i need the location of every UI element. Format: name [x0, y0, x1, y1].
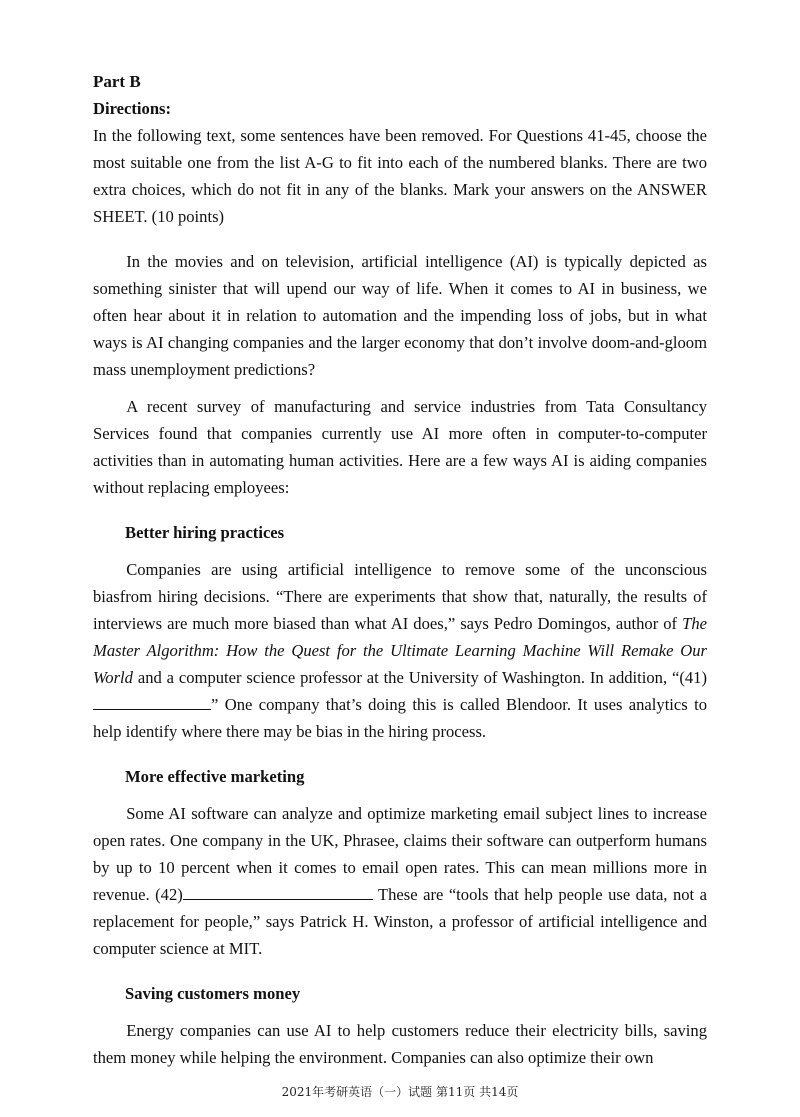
section-heading-hiring: Better hiring practices [125, 523, 285, 542]
hiring-text-b: and a computer science professor at the University of Washington. In addition, “(41) [132, 668, 707, 687]
paragraph-intro: In the movies and on television, artificial intelligence (AI) is typically depicted as something sinister that will upend our way of life. When it comes to AI in business, we often hear about it in relation to automation and the impending loss of jobs, but in what ways is AI changing companies and the larger economy that don’t involve doom-and-gloom mass unemployment predictions? [93, 252, 707, 379]
paragraph-survey: A recent survey of manufacturing and service industries from Tata Consultancy Services found that companies currently use AI more often in computer-to-computer activities than in automating human activities. Here are a few ways AI is aiding companies without replacing employees: [93, 397, 707, 497]
blank-42 [183, 885, 373, 900]
directions-title: Directions: [93, 99, 172, 118]
paragraph-marketing [93, 800, 707, 962]
book-title: The Master Algorithm: How the Quest for the Ultimate Learning Machine Will Remake Our World [93, 614, 707, 687]
hiring-text-c: ” One company that’s doing this is called Blendoor. It uses analytics to help identify where there may be bias in the hiring process. [93, 695, 707, 741]
section-heading-saving: Saving customers money [125, 984, 301, 1003]
marketing-text-a: Some AI software can analyze and optimize marketing email subject lines to increase open rates. One company in the UK, Phrasee, claims their software can outperform humans by up to 10 percent when it comes to email open rates. This can mean millions more in revenue. (42) [93, 804, 707, 904]
directions-text: In the following text, some sentences have been removed. For Questions 41-45, choose the most suitable one from the list A-G to fit into each of the numbered blanks. There are two extra choices, which do not fit in any of the blanks. Mark your answers on the ANSWER SHEET. (10 points) [93, 126, 707, 226]
section-heading-marketing: More effective marketing [125, 767, 305, 786]
marketing-text-b: These are “tools that help people use data, not a replacement for people,” says Patrick H. Winston, a professor of artificial intelligence and computer science at MIT. [93, 885, 707, 958]
page-content [93, 68, 707, 1071]
part-title: Part B [93, 72, 141, 91]
page-footer: 2021年考研英语（一）试题 第11页 共14页 [281, 1085, 519, 1099]
paragraph-saving: Energy companies can use AI to help customers reduce their electricity bills, saving them money while helping the environment. Companies can also optimize their own [93, 1021, 707, 1067]
blank-41 [93, 695, 211, 710]
paragraph-hiring [93, 556, 707, 745]
hiring-text-a: Companies are using artificial intelligence to remove some of the unconscious biasfrom hiring decisions. “There are experiments that show that, naturally, the results of interviews are much more biased than what AI does,” says Pedro Domingos, author of [93, 560, 707, 633]
